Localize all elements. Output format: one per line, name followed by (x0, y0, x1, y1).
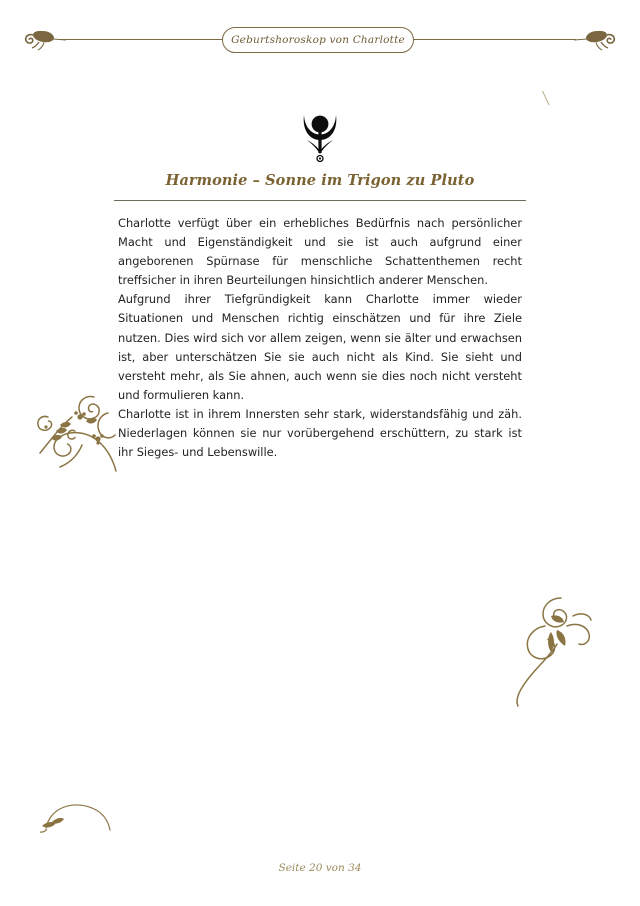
pluto-icon (298, 110, 342, 164)
paragraph-1: Charlotte verfügt über ein erhebliches Bedürfnis nach persönlicher Macht und Eigenständigkeit und sie ist auch aufgrund einer angeborenen Spürnase für menschliche Schattenthemen recht treffsicher in ihren Beurteilungen hinsichtlich anderer Menschen. (118, 216, 522, 288)
section-title-rule (114, 200, 526, 201)
floral-vine-right-ornament (505, 592, 605, 707)
page-footer: Seite 20 von 34 (278, 862, 362, 874)
body-text-block (118, 214, 522, 462)
header-rule-right (412, 39, 576, 40)
stray-tick-mark (541, 90, 551, 106)
section-title: Harmonie – Sonne im Trigon zu Pluto (165, 172, 475, 189)
leaf-flourish-left-icon (22, 22, 68, 56)
leaf-flourish-right-icon (572, 22, 618, 56)
arc-flourish-bottom-ornament (38, 798, 116, 838)
header-title-text: Geburtshoroskop von Charlotte (231, 34, 405, 46)
page-header (0, 0, 640, 70)
paragraph-2: Aufgrund ihrer Tiefgründigkeit kann Charlotte immer wieder Situationen und Menschen richtig einschätzen und für ihre Ziele nutzen. Dies wird sich vor allem zeigen, wenn sie älter und erwachsen ist, aber unterschätzen Sie sie auch nicht als Kind. Sie sieht und versteht mehr, als Sie ahnen, auch wenn sie dies noch nicht versteht und formulieren kann. (118, 292, 522, 402)
floral-vine-left-ornament (30, 383, 122, 475)
header-title-badge (222, 27, 414, 53)
header-rule-left (60, 39, 224, 40)
paragraph-3: Charlotte ist in ihrem Innersten sehr stark, widerstandsfähig und zäh. Niederlagen können sie nur vorübergehend erschüttern, zu stark ist ihr Sieges- und Lebenswille. (118, 406, 522, 460)
pluto-symbol-container (0, 110, 640, 168)
